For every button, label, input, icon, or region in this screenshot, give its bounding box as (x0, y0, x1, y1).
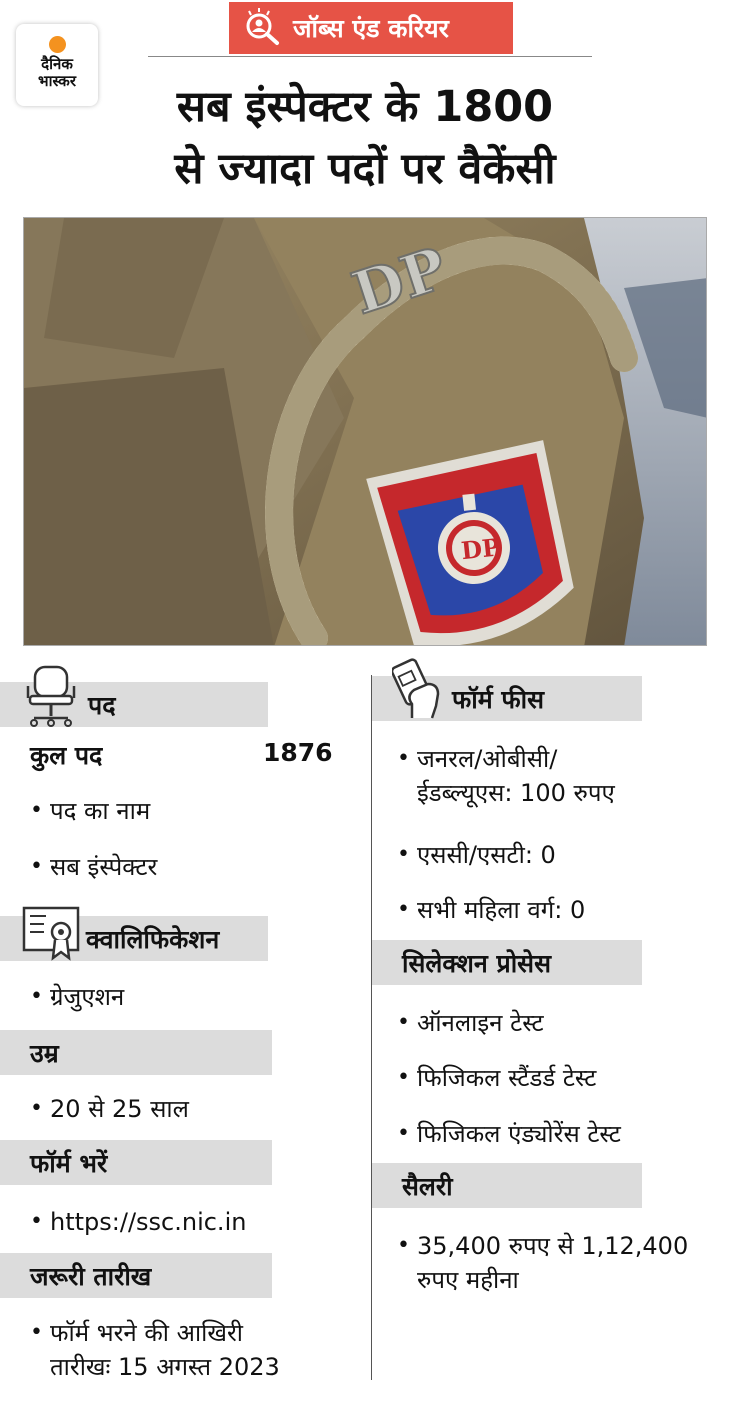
apply-heading-bar (0, 1140, 272, 1185)
list-item: • पद का नाम (30, 794, 150, 828)
age-heading-bar (0, 1030, 272, 1075)
list-item: • ऑनलाइन टेस्ट (397, 1006, 544, 1040)
post-heading: पद (88, 690, 116, 720)
fees-heading: फॉर्म फीस (452, 684, 545, 714)
office-chair-icon (24, 664, 78, 732)
list-item: • सभी महिला वर्ग: 0 (397, 893, 585, 927)
headline-line-1: सब इंस्पेक्टर के 1800 (176, 82, 554, 132)
list-item: • 20 से 25 साल (30, 1092, 189, 1126)
fee-general-line-1: • जनरल/ओबीसी/ (417, 745, 558, 773)
category-tag (229, 2, 513, 54)
list-item (30, 1316, 280, 1384)
logo-line-1: दैनिक (41, 55, 73, 73)
logo-line-2: भास्कर (38, 72, 76, 90)
dates-heading-bar (0, 1253, 272, 1298)
salary-heading-bar (372, 1163, 642, 1208)
last-date-line-1: • फॉर्म भरने की आखिरी (50, 1319, 244, 1347)
apply-heading: फॉर्म भरें (30, 1148, 108, 1178)
search-person-icon (241, 6, 283, 50)
salary-line-2: रुपए महीना (417, 1266, 519, 1294)
list-item: • एससी/एसटी: 0 (397, 838, 556, 872)
headline-line-2: से ज्यादा पदों पर वैकेंसी (174, 144, 556, 194)
list-item (397, 1229, 688, 1297)
column-divider (371, 675, 372, 1380)
headline (80, 76, 650, 200)
total-posts-value: 1876 (263, 738, 333, 767)
list-item: • सब इंस्पेक्टर (30, 850, 157, 884)
apply-link[interactable]: • https://ssc.nic.in (30, 1205, 246, 1239)
selection-heading-bar (372, 940, 642, 985)
salary-heading: सैलरी (402, 1171, 453, 1201)
certificate-icon (22, 904, 82, 966)
hand-phone-payment-icon (392, 658, 444, 726)
total-posts-label: कुल पद (30, 741, 103, 770)
selection-heading: सिलेक्शन प्रोसेस (402, 948, 551, 978)
logo-sun-icon (49, 36, 66, 53)
header-rule (148, 56, 592, 57)
police-uniform-photo (23, 217, 707, 646)
last-date-line-2: तारीखः 15 अगस्त 2023 (50, 1353, 280, 1381)
dates-heading: जरूरी तारीख (30, 1261, 152, 1291)
list-item: • ग्रेजुएशन (30, 980, 124, 1014)
list-item (397, 742, 615, 810)
salary-line-1: • 35,400 रुपए से 1,12,400 (417, 1232, 689, 1260)
svg-text:DP: DP (459, 532, 502, 566)
dp-metal-badge: DP (344, 234, 455, 328)
age-heading: उम्र (30, 1038, 59, 1068)
category-tag-label: जॉब्स एंड करियर (293, 14, 449, 43)
qualification-heading: क्वालिफिकेशन (86, 924, 220, 954)
list-item: • फिजिकल स्टैंडर्ड टेस्ट (397, 1061, 596, 1095)
list-item: • फिजिकल एंड्योरेंस टेस्ट (397, 1117, 621, 1151)
fee-general-line-2: ईडब्ल्यूएस: 100 रुपए (417, 779, 615, 807)
